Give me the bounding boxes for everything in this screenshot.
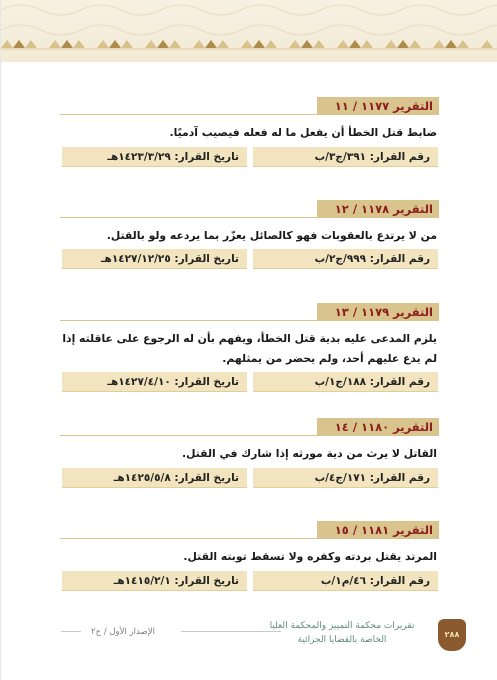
issue-label: الإصدار الأول / ج٢ <box>91 627 155 637</box>
entry-title: التقرير ١١٨١ / ١٥ <box>317 521 439 539</box>
entry-meta <box>62 372 438 392</box>
decision-number: رقم القرار: ١٧١/ج٤/ب <box>253 468 438 488</box>
decision-number: رقم القرار: ٤٦/م١/ب <box>253 571 438 591</box>
entry-divider <box>60 538 439 539</box>
entry-title: التقرير ١١٧٩ / ١٣ <box>317 303 439 321</box>
entry-1 <box>1 90 497 193</box>
entry-text: يلزم المدعى عليه بدية قتل الخطأ، ويفهم بأن له الرجوع على عاقلته إذا لم يدع عليهم أحد، ولم يحضر من يمثلهم. <box>62 332 437 365</box>
decision-number: رقم القرار: ٣٩١/ج٣/ب <box>253 147 438 167</box>
entry-meta <box>62 249 438 269</box>
entry-text: من لا يرتدع بالعقوبات فهو كالصائل يعزّر بما يردعه ولو بالقتل. <box>106 229 437 242</box>
footer-divider <box>181 631 281 632</box>
ornamental-header <box>1 0 497 62</box>
entry-divider <box>60 217 439 218</box>
entry-4 <box>1 411 497 514</box>
decision-date: تاريخ القرار: ١٤٢٣/٣/٢٩هـ <box>62 147 247 167</box>
decision-date: تاريخ القرار: ١٤١٥/٢/١هـ <box>62 571 247 591</box>
entry-meta <box>62 468 438 488</box>
publication-brand: تقريرات محكمة التمييز والمحكمة العليا الخاصة بالقضايا الجزائية <box>269 621 415 645</box>
entry-divider <box>60 320 439 321</box>
decision-date: تاريخ القرار: ١٤٢٧/١٢/٢٥هـ <box>62 249 247 269</box>
entry-text: ضابط قتل الخطأ أن يفعل ما له فعله فيصيب آدميًا. <box>169 126 437 139</box>
entry-divider <box>60 435 439 436</box>
entry-meta <box>62 147 438 167</box>
decision-number: رقم القرار: ١٨٨/ج١/ب <box>253 372 438 392</box>
entry-title: التقرير ١١٧٧ / ١١ <box>317 97 439 115</box>
page-footer <box>1 615 497 655</box>
decision-number: رقم القرار: ٩٩٩/ج٢/ب <box>253 249 438 269</box>
entry-title: التقرير ١١٨٠ / ١٤ <box>317 418 439 436</box>
footer-divider-short <box>61 631 81 632</box>
ornament-pattern <box>1 0 497 62</box>
decision-date: تاريخ القرار: ١٤٢٧/٤/١٠هـ <box>62 372 247 392</box>
entry-meta <box>62 571 438 591</box>
entry-text: المرتد يقتل بردته وكفره ولا تسقط توبته القتل. <box>183 550 437 563</box>
entry-text: القاتل لا يرث من دية مورثه إذا شارك في القتل. <box>182 447 437 460</box>
page-number: ٢٨٨ <box>438 619 466 651</box>
decision-date: تاريخ القرار: ١٤٢٥/٥/٨هـ <box>62 468 247 488</box>
entry-5 <box>1 514 497 617</box>
entry-3 <box>1 296 497 411</box>
entry-title: التقرير ١١٧٨ / ١٢ <box>317 200 439 218</box>
report-entries <box>1 90 497 617</box>
entry-divider <box>60 114 439 115</box>
entry-2 <box>1 193 497 296</box>
